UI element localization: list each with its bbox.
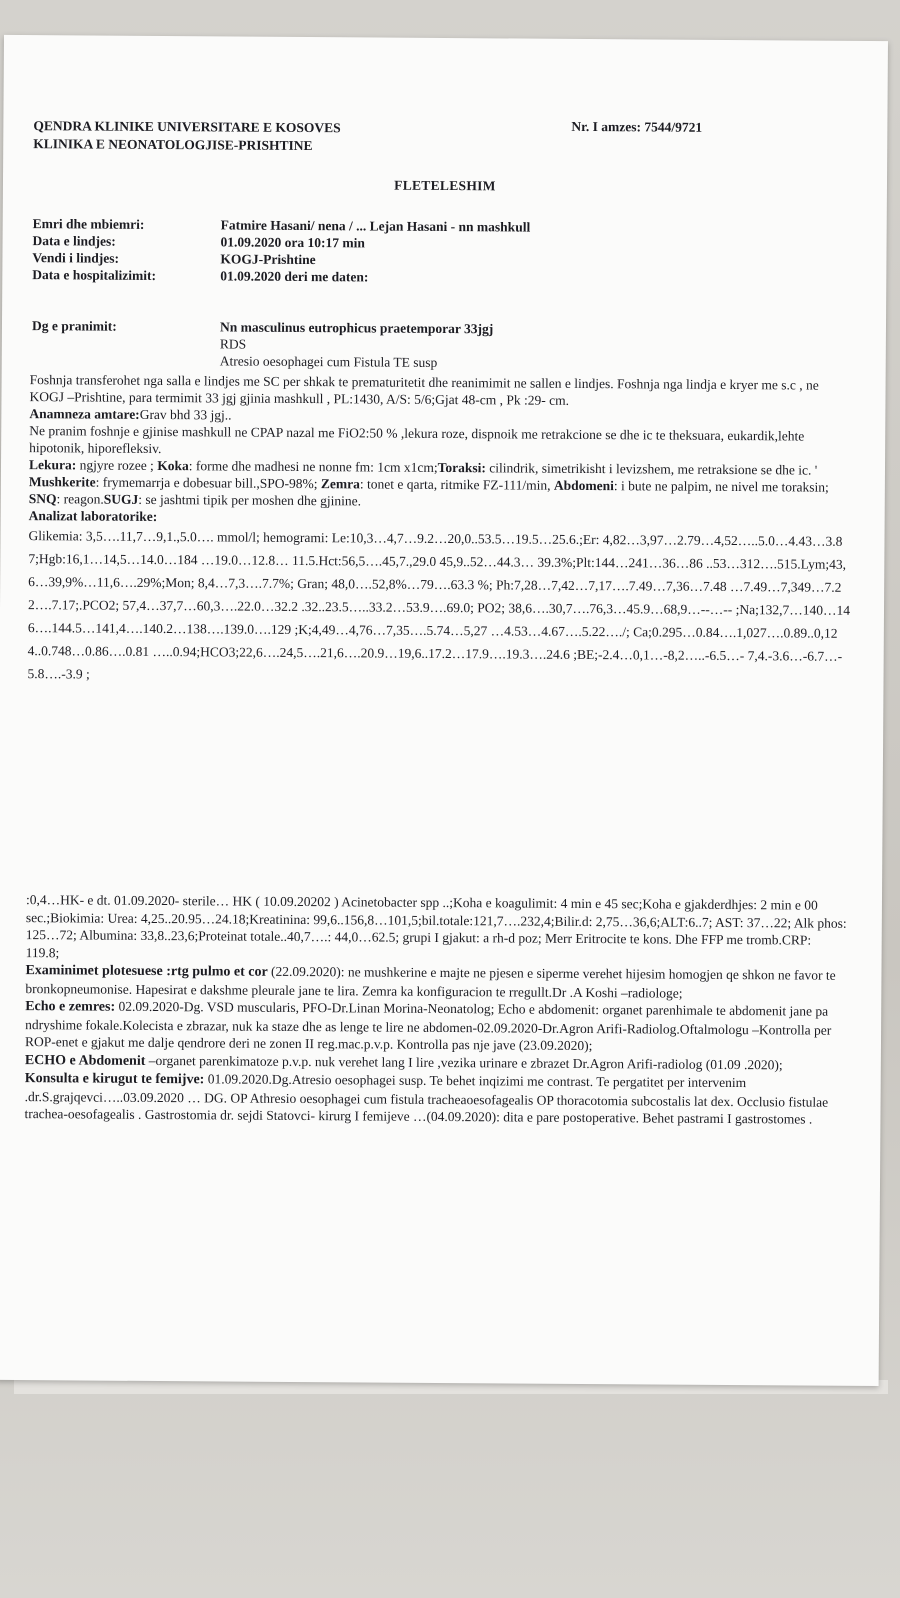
- anamnesis-label: Anamneza amtare:: [29, 406, 140, 422]
- birthdate-value: 01.09.2020 ora 10:17 min: [220, 234, 365, 251]
- diagnosis-line-1: Nn masculinus eutrophicus praetemporar 33jgj: [219, 319, 494, 337]
- admission-paragraph: Ne pranim foshnje e gjinise mashkull ne CPAP nazal me FiO2:50 % ,lekura roze, dispnoik me retrakcione se dhe ic te theksuara, eukardik,lehte hipotonik, hiporefleksiv.: [29, 423, 805, 457]
- clinical-notes-continued: [24, 891, 848, 1128]
- lungs-value: : frymemarrja e dobesuar bill.,SPO-98%;: [95, 474, 322, 492]
- consult-paragraph: [24, 1069, 846, 1128]
- snq-value: : reagon.: [56, 491, 104, 507]
- diagnosis-line-2: RDS: [219, 336, 247, 352]
- institution-line-1: QENDRA KLINIKE UNIVERSITARE E KOSOVES: [33, 118, 341, 136]
- exam-label: Examinimet plotesuese :rtg pulmo et cor: [25, 963, 268, 980]
- lungs-label: Mushkerite: [28, 474, 96, 490]
- patient-info: [32, 215, 852, 289]
- sugj-label: SUGJ: [103, 491, 139, 507]
- admission-diagnosis: [32, 317, 852, 374]
- hospitalization-value: 01.09.2020 deri me daten:: [220, 268, 369, 285]
- heart-value: : tonet e qarta, ritmike FZ-111/min,: [359, 476, 554, 493]
- exam-value: (22.09.2020): ne mushkerine e majte ne pjesen e siperme verehet hijesim homogjen qe shkon ne favor te bronkopneumonise. Hapesirat e dakshme pleurale jane te lira. Zemra ka konfiguracion te rregullt.Dr .A Koshi –radiologe;: [25, 963, 836, 1001]
- institution-line-2: KLINIKA E NEONATOLOGJISE-PRISHTINE: [33, 136, 313, 154]
- transfer-paragraph: Foshnja transferohet nga salla e lindjes me SC per shkak te prematuritetit dhe reanimimit ne sallen e lindjes. Foshnja nga lindja e kryer me s.c , ne KOGJ –Prishtine, para termimit 33 jgj gjinia mashkull , PL:1430, A/S: 5/6;Gjat 48-cm , Pk :29- cm.: [29, 372, 819, 408]
- institution-header: [33, 117, 533, 156]
- diagnosis-row: [32, 317, 852, 374]
- document-title: FLETELESHIM: [394, 177, 496, 194]
- birthplace-value: KOGJ-Prishtine: [220, 251, 316, 268]
- echo-heart-label: Echo e zemres:: [25, 999, 116, 1015]
- consult-value: 01.09.2020.Dg.Atresio oesophagei susp. Te behet inqizimi me contrast. Te pergatitet per intervenim .dr.S.grajqevci…..03.09.2020 … DG. OP Athresio oesophagei cum fistula tracheaoesofagealis OP thoracotomia subcostalis lat dex. Occlusio fistulae trachea-oesofagealis . Gastrostomia dr. sejdi Statovci- kirurg I femijeve …(04.09.2020): dita e pare postoperative. Behet pastrami I gastrostomes .: [24, 1071, 829, 1127]
- hospitalization-label: Data e hospitalizimit:: [32, 267, 157, 283]
- diagnosis-lines: [220, 318, 852, 373]
- birthdate-label: Data e lindjes:: [32, 233, 116, 249]
- anamnesis-value: Grav bhd 33 jgj..: [139, 406, 232, 423]
- snq-label: SNQ: [28, 491, 57, 507]
- heart-label: Zemra: [320, 476, 360, 492]
- diagnosis-line-3: Atresio oesophagei cum Fistula TE susp: [219, 353, 438, 370]
- labs-label: Analizat laboratorike:: [28, 508, 158, 524]
- record-number: Nr. I amzes: 7544/9721: [571, 118, 703, 135]
- thorax-value: cilindrik, simetrikisht i levizshem, me retraksione se dhe ic. ': [485, 460, 818, 478]
- echo-heart-value: 02.09.2020-Dg. VSD muscularis, PFO-Dr.Linan Morina-Neonatolog; Echo e abdomenit: organet parenhimale te abdomenit jane pa ndryshime fokale.Kolecista e zbrazar, nuk ka staze dhe as lenge te lire ne abdomen-02.09.2020-Dr.Agron Arifi-Radiolog.Oftalmologu –Kontrolla per ROP-enet e gjakut me dalje qendrore deri ne zonen II reg.mac.p.v.p. Kontrolla pas nje jave (23.09.2020);: [24, 998, 832, 1054]
- thorax-label: Toraksi:: [437, 459, 486, 476]
- echo-abdomen-label: ECHO e Abdomenit: [24, 1052, 146, 1069]
- echo-abdomen-value: –organet parenkimatoze p.v.p. nuk verehet lang I lire ,vezika urinare e zbrazet Dr.Agron Arifi-radiolog (01.09 .2020);: [145, 1052, 783, 1072]
- consult-label: Konsulta e kirugut te femijve:: [24, 1071, 205, 1088]
- clinical-notes: [27, 371, 851, 691]
- abdomen-value: : i bute ne palpim, ne nivel me toraksin;: [613, 478, 829, 495]
- patient-name-value: Fatmire Hasani/ nena / ... Lejan Hasani - nn mashkull: [220, 217, 531, 235]
- echo-heart-paragraph: [25, 997, 847, 1056]
- diagnosis-label: Dg e pranimit:: [31, 318, 117, 334]
- document-sheet: [0, 35, 888, 1386]
- skin-label: Lekura:: [28, 457, 77, 473]
- head-value: : forme dhe madhesi ne nonne fm: 1cm x1cm;: [188, 458, 438, 475]
- microbiology-paragraph: :0,4…HK- e dt. 01.09.2020- sterile… HK ( 10.09.20202 ) Acinetobacter spp ..;Koha e koagulimit: 4 min e 45 sec;Koha e gjakderdhjes: 2 min e 00 sec.;Biokimia: Urea: 4,25..20.95…24.18;Kreatinina: 99,6..156,8…101,5;bil.totale:121,7….232,4;Bilir.d: 2,75…36,6;ALT:6..7; AST: 37…22; Alk phos: 125…72; Albumina: 33,8..23,6;Proteinat totale..40,7….: 44,0…62.5; grupi I gjakut: a rh-d poz; Merr Eritrocite te kons. Dhe FFP me tromb.CRP: 119.8;: [25, 892, 847, 960]
- physical-exam-paragraph: [29, 456, 851, 513]
- labs-values: Glikemia: 3,5….11,7…9,1.,5.0…. mmol/l; hemogrami: Le:10,3…4,7…9.2…20,0..53.5…19.5…25.6.;Er: 4,82…3,97…2.79…4,52…..5.0…4.43…3.87;Hgb:16,1…14,5…14.0…184 …19.0…12.8… 11.5.Hct:56,5….45,7.,29.0 45,9..52…44.3… 39.3%;Plt:144…241…36…86 ..53…312….515.Lym;43,6…39,9%…11,6….29%;Mon; 8,4…7,3….7.7%; Gran; 48,0….52,8%…79….63.3 %; Ph:7,28…7,42…7,17….7.49…7,36…7.48 …7.49…7,349…7.22….7.17;.PCO2; 57,4…37,7…60,3….22.0…32.2 .32..23.5…..33.2…53.9….69.0; PO2; 38,6….30,7….76,3…45.9…68,9…--…-- ;Na;132,7…140…146….144.5…141,4….140.2…138….139.0….129 ;K;4,49…4,76…7,35….5.74…5,27 …4.53…4.67….5.22…./; Ca;0.295…0.84….1,027….0.89..0,124..0.748…0.86….0.81 …..0.94;HCO3;22,6….24,5….21,6….20.9…19,6..17.2…17.9….19.3….24.6 ;BE;-2.4…0,1…-8,2…..-6.5…- 7,4.-3.6…-6.7…-5.8….-3.9 ;: [27, 528, 851, 682]
- head-label: Koka: [157, 457, 189, 474]
- sugj-value: : se jashtmi tipik per moshen dhe gjinine.: [138, 491, 362, 509]
- birthplace-label: Vendi i lindjes:: [32, 250, 120, 266]
- exam-paragraph: [25, 961, 847, 1003]
- patient-name-label: Emri dhe mbiemri:: [32, 216, 145, 232]
- skin-value: ngjyre rozee ;: [76, 457, 158, 473]
- abdomen-label: Abdomeni: [553, 477, 614, 494]
